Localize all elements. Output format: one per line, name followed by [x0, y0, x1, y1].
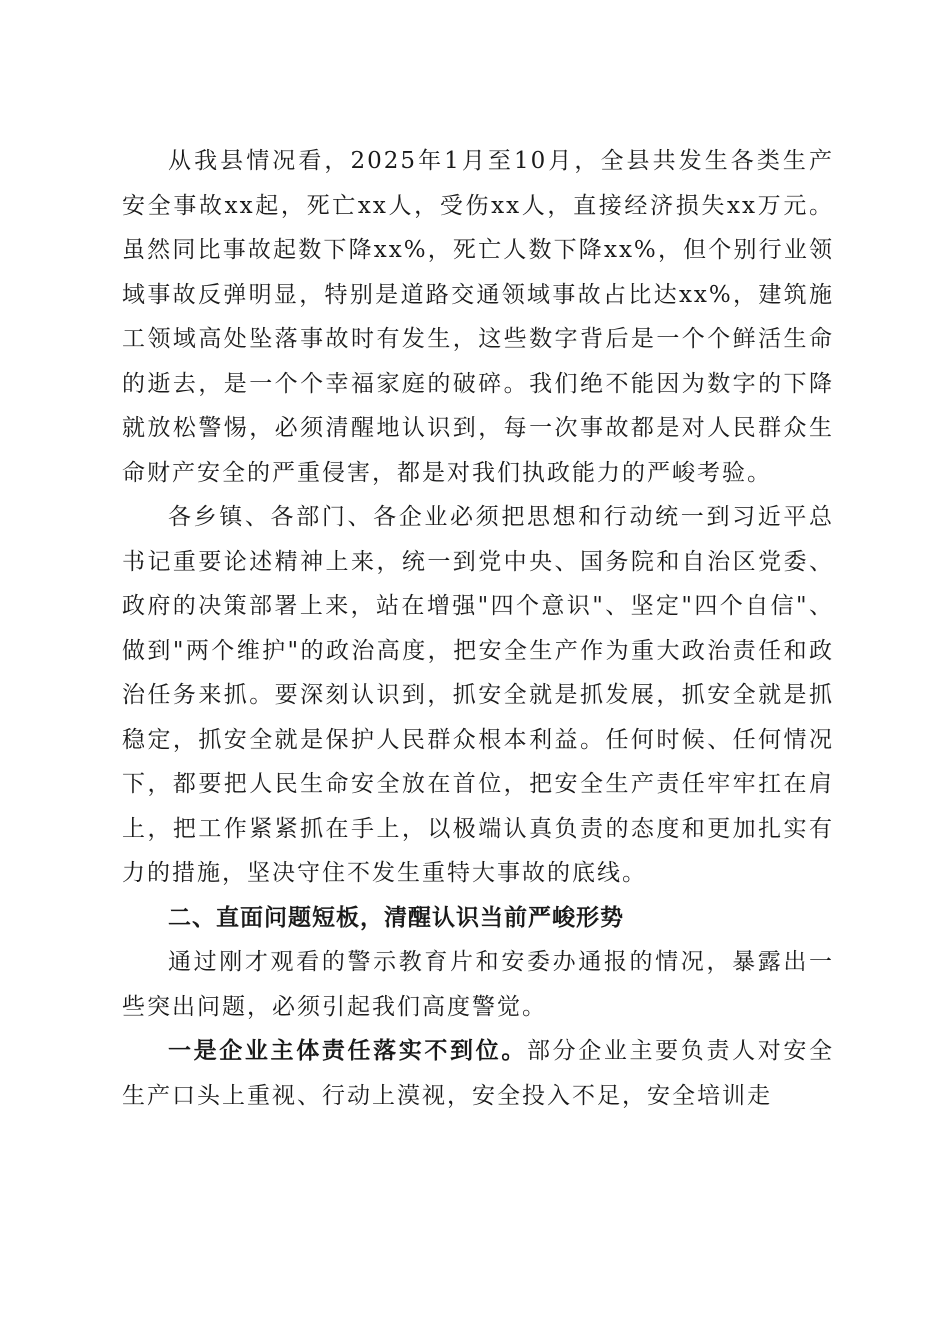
paragraph-political-responsibility: 各乡镇、各部门、各企业必须把思想和行动统一到习近平总书记重要论述精神上来，统一到党中央、国务院和自治区党委、政府的决策部署上来，站在增强"四个意识"、坚定"四个自信"、做到"两个维护"的政治高度，把安全生产作为重大政治责任和政治任务来抓。要深刻认识到，抓安全就是抓发展，抓安全就是抓稳定，抓安全就是保护人民群众根本利益。任何时候、任何情况下，都要把人民生命安全放在首位，把安全生产责任牢牢扛在肩上，把工作紧紧抓在手上，以极端认真负责的态度和更加扎实有力的措施，坚决守住不发生重特大事故的底线。 — [122, 504, 834, 886]
paragraph-county-situation: 从我县情况看，2025年1月至10月，全县共发生各类生产安全事故xx起，死亡xx人，受伤xx人，直接经济损失xx万元。虽然同比事故起数下降xx%，死亡人数下降xx%，但个别行业领域事故反弹明显，特别是道路交通领域事故占比达xx%，建筑施工领域高处坠落事故时有发生，这些数字背后是一个个鲜活生命的逝去，是一个个幸福家庭的破碎。我们绝不能因为数字的下降就放松警惕，必须清醒地认识到，每一次事故都是对人民群众生命财产安全的严重侵害，都是对我们执政能力的严峻考验。 — [122, 148, 834, 486]
point-one-text: 部分企业主要负责人对安全生产口头上重视、行动上漠视，安全投入不足，安全培训走 — [122, 1038, 835, 1109]
section-heading: 二、直面问题短板，清醒认识当前严峻形势 — [168, 904, 624, 931]
paragraph-intro-problems: 通过刚才观看的警示教育片和安委办通报的情况，暴露出一些突出问题，必须引起我们高度警觉。 — [122, 949, 834, 1020]
point-one-lead: 一是企业主体责任落实不到位。 — [168, 1037, 527, 1064]
paragraph-point-one — [122, 1029, 834, 1118]
document-body — [122, 139, 834, 1118]
